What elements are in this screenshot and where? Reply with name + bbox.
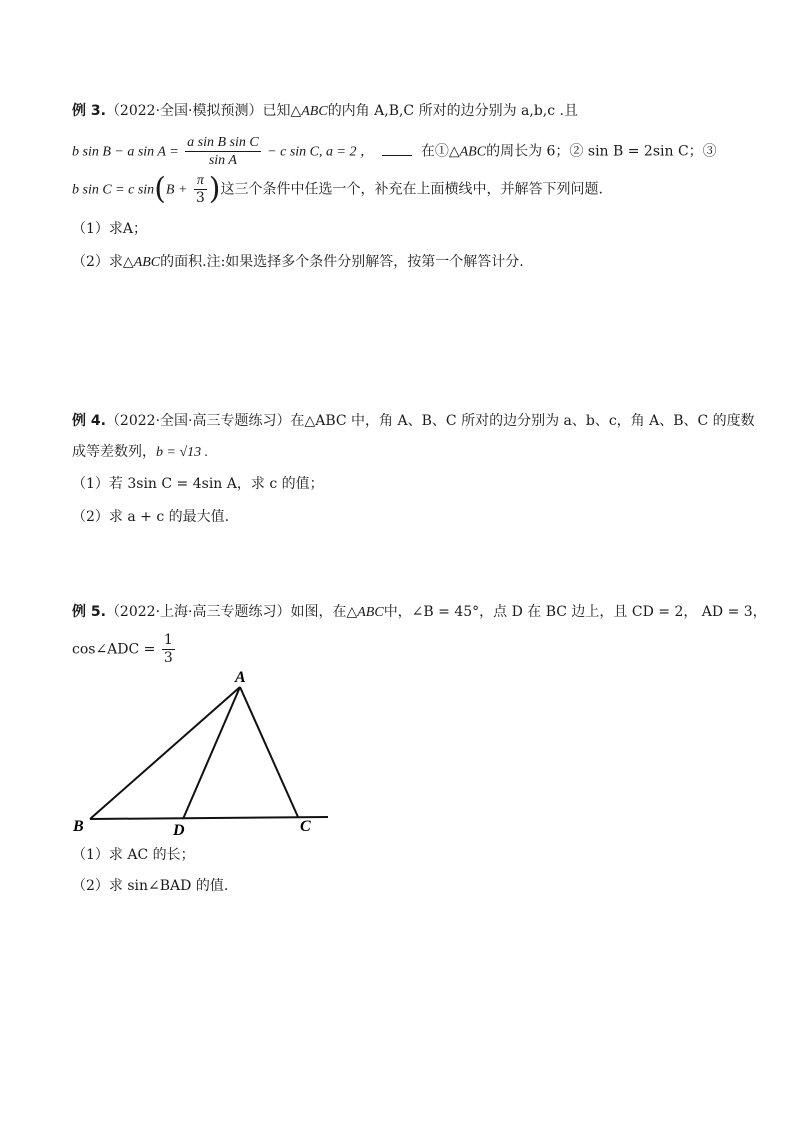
- ex3-pi-num: π: [194, 172, 207, 190]
- ex3-intro: 的内角 A,B,C 所对的边分别为 a,b,c .且: [327, 103, 578, 119]
- ex3-frac-num: a sin B sin C: [187, 135, 259, 150]
- ex3-cond3-left: b sin C = c sin: [72, 182, 155, 198]
- ex4-line-1: [72, 411, 755, 431]
- ex5-heading: 例 5.: [72, 604, 106, 620]
- ex5-line-2: [72, 632, 177, 667]
- ex4-question-1: （1）若 3sin C = 4sin A，求 c 的值；: [72, 476, 324, 492]
- ex3-eq-left: b sin B − a sin A =: [72, 144, 179, 160]
- ex5-given: 中，∠B = 45°，点 D 在 BC 边上，且 CD = 2， AD = 3，: [383, 604, 767, 620]
- ex5-cos-left: cos∠ADC =: [72, 641, 156, 658]
- ex3-cond3-rest: 这三个条件中任选一个，补充在上面横线中，并解答下列问题.: [220, 181, 603, 198]
- ex3-source: （2022·全国·模拟预测）已知: [105, 103, 291, 119]
- ex4-question-2: （2）求 a + c 的最大值.: [72, 509, 230, 525]
- vertex-label-b: B: [73, 818, 84, 835]
- ex3-line-1: [72, 101, 578, 122]
- ex3-heading: 例 3.: [72, 103, 106, 119]
- ex5-question-2: （2）求 sin∠BAD 的值.: [72, 878, 229, 894]
- right-paren: ): [208, 171, 221, 207]
- ex3-answer-blank[interactable]: [382, 143, 412, 156]
- ex5-line-1: [72, 602, 767, 623]
- edge-ab: [90, 687, 240, 819]
- ex5-triangle: △ABC: [346, 605, 384, 620]
- ex5-cos-fraction: [162, 632, 175, 667]
- ex5-cos-den: 3: [163, 650, 173, 666]
- ex4-heading: 例 4.: [72, 413, 106, 429]
- ex4-intro: （2022·全国·高三专题练习）在△ABC 中，角 A、B、C 所对的边分别为 a、b、c，角 A、B、C 的度数: [105, 413, 755, 429]
- left-paren: (: [154, 171, 166, 207]
- ex3-question-1: （1）求A；: [72, 221, 148, 237]
- ex3-q2-rest: 的面积.注:如果选择多个条件分别解答，按第一个解答计分.: [160, 254, 524, 270]
- ex4-b-value: b = √13 .: [156, 445, 209, 460]
- vertex-label-d: D: [173, 822, 185, 839]
- ex3-q2-triangle: △ABC: [122, 255, 161, 270]
- ex3-fraction: [185, 134, 261, 169]
- ex3-line-3: [72, 172, 603, 207]
- ex3-pi-fraction: [194, 172, 207, 207]
- vertex-label-c: C: [300, 818, 311, 835]
- ex3-question-2: [72, 252, 524, 273]
- ex3-triangle: △ABC: [290, 104, 328, 119]
- ex3-conditions: 的周长为 6；② sin B = 2sin C；③: [486, 143, 717, 160]
- edge-ad: [183, 687, 240, 819]
- edge-bc: [90, 817, 328, 819]
- triangle-figure: [60, 664, 360, 844]
- ex3-frac-den: sin A: [208, 153, 237, 168]
- vertex-label-a: A: [235, 669, 246, 686]
- ex4-line2-text: 成等差数列，: [72, 444, 156, 460]
- ex5-intro: （2022·上海·高三专题练习）如图，在: [105, 604, 347, 620]
- ex5-question-1: （1）求 AC 的长；: [72, 847, 195, 863]
- ex3-cond-triangle: △ABC: [448, 144, 487, 160]
- ex3-cond3-arg: B +: [165, 182, 188, 198]
- ex3-line-2: [72, 134, 717, 169]
- ex5-cos-num: 1: [163, 632, 173, 648]
- ex3-eq-right: − c sin C, a = 2 ，: [267, 144, 374, 160]
- ex3-q2-prefix: （2）求: [72, 254, 123, 270]
- ex4-line-2: [72, 442, 208, 463]
- ex3-cond-intro: 在①: [420, 143, 449, 160]
- edge-ac: [240, 687, 298, 817]
- ex3-pi-den: 3: [195, 190, 205, 206]
